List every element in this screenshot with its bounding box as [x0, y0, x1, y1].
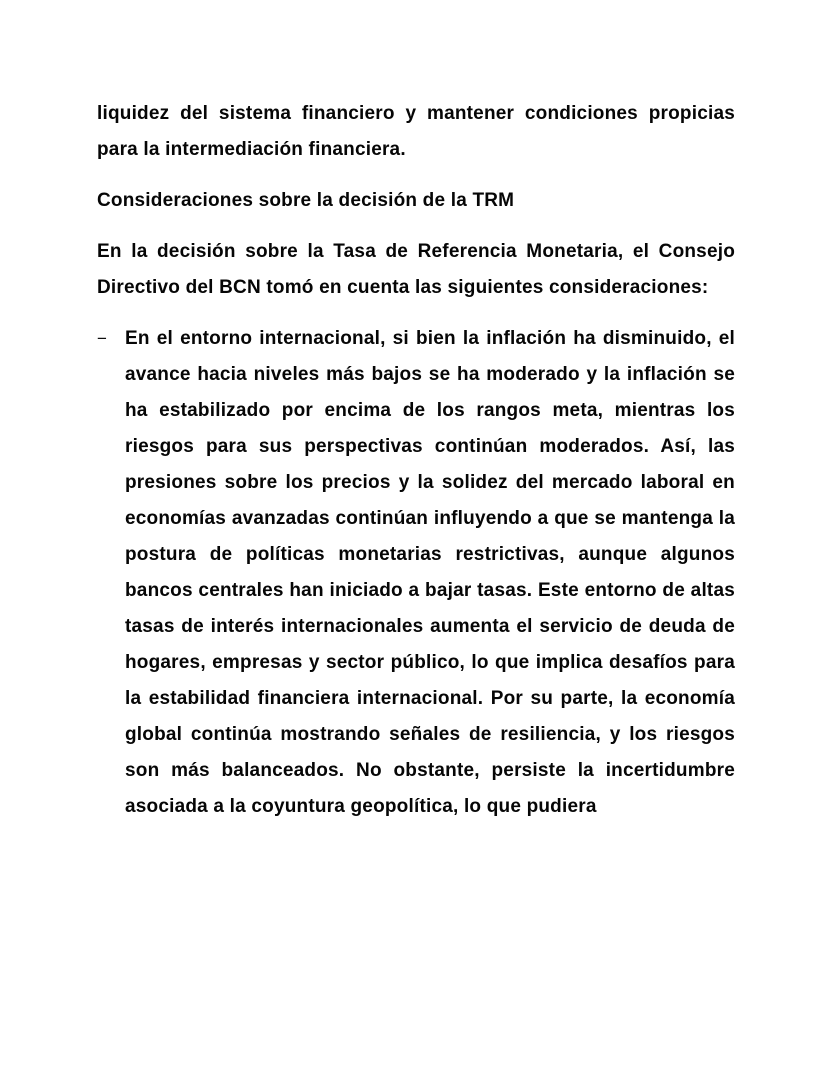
bullet-item [97, 321, 735, 825]
section-heading: Consideraciones sobre la decisión de la TRM [97, 190, 515, 211]
paragraph-intro: liquidez del sistema financiero y mantener condiciones propicias para la intermediación financiera. [97, 103, 735, 160]
bullet-text: En el entorno internacional, si bien la inflación ha disminuido, el avance hacia niveles más bajos se ha moderado y la inflación se ha estabilizado por encima de los rangos meta, mientras los riesgos para sus perspectivas continúan moderados. Así, las presiones sobre los precios y la solidez del mercado laboral en economías avanzadas continúan influyendo a que se mantenga la postura de políticas monetarias restrictivas, aunque algunos bancos centrales han iniciado a bajar tasas. Este entorno de altas tasas de interés internacionales aumenta el servicio de deuda de hogares, empresas y sector público, lo que implica desafíos para la estabilidad financiera internacional. Por su parte, la economía global continúa mostrando señales de resiliencia, y los riesgos son más balanceados. No obstante, persiste la incertidumbre asociada a la coyuntura geopolítica, lo que pudiera [125, 328, 735, 817]
bullet-dash-marker: − [97, 329, 108, 348]
paragraph-lead: En la decisión sobre la Tasa de Referencia Monetaria, el Consejo Directivo del BCN tomó en cuenta las siguientes consideraciones: [97, 241, 735, 298]
